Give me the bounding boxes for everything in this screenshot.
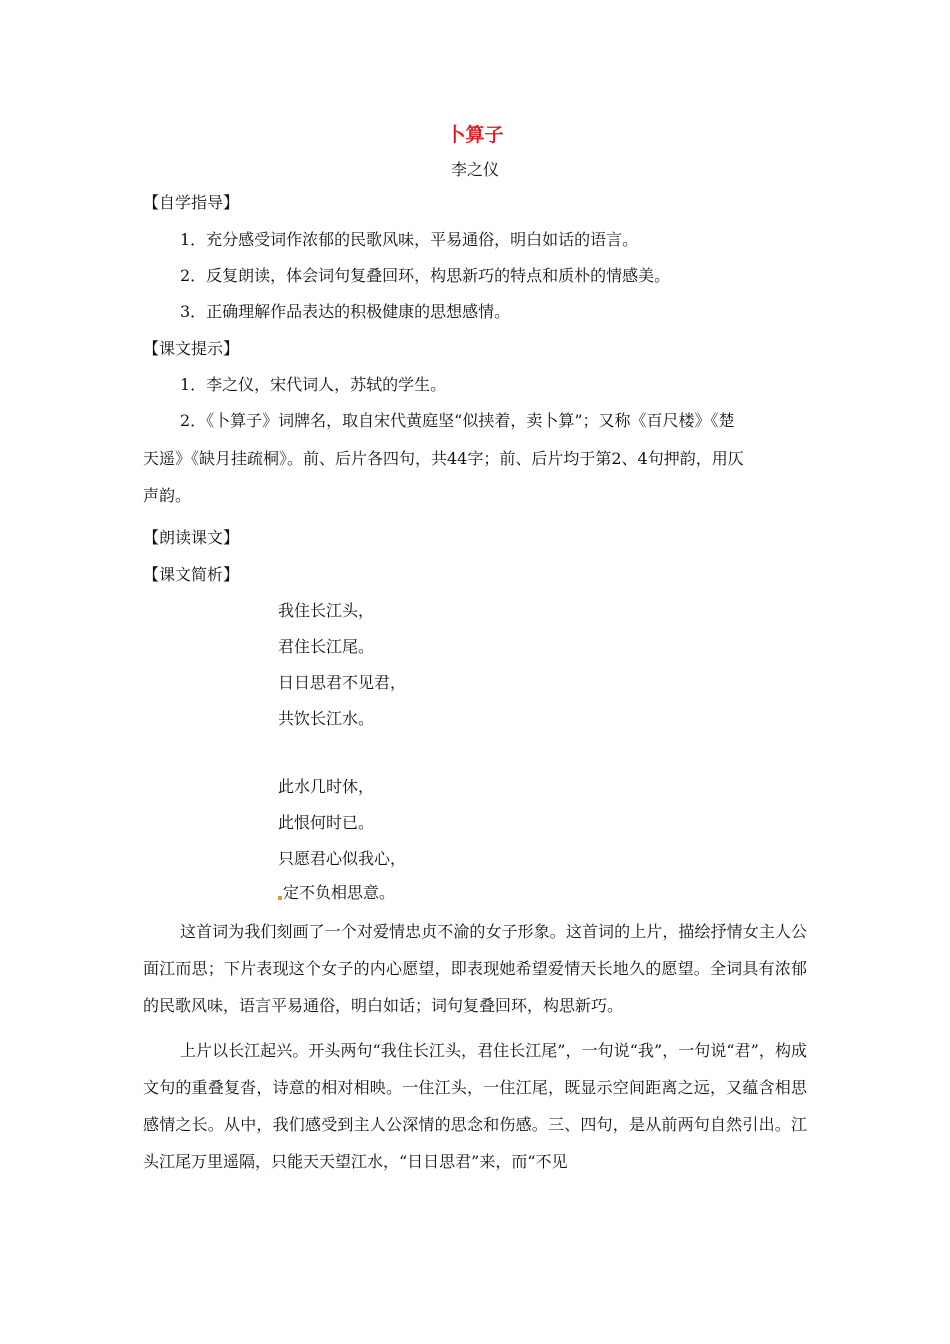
analysis-paragraph: 这首词为我们刻画了一个对爱情忠贞不渝的女子形象。这首词的上片，描绘抒情女主人公面江而思；下片表现这个女子的内心愿望，即表现她希望爱情天长地久的愿望。全词具有浓郁的民歌风味，语言平易通俗，明白如话；词句复叠回环，构思新巧。 [143,922,807,1015]
poem-line: 我住长江头， [278,601,375,620]
section-heading-analysis: 【课文简析】 [143,565,240,584]
section-heading-hints: 【课文提示】 [143,339,240,358]
poem-line-text: 定不负相思意。 [283,883,396,902]
poem-line: 君住长江尾。 [278,637,375,656]
poem-line: 日日思君不见君， [278,673,407,692]
section-heading-guide: 【自学指导】 [143,193,240,212]
hint-item: 2．《卜算子》词牌名，取自宋代黄庭坚“似挟着，卖卜算”；又称《百尺楼》《楚 [180,411,735,430]
guide-item: 1．充分感受词作浓郁的民歌风味，平易通俗，明白如话的语言。 [180,230,639,249]
hint-item-continued: 天遥》《缺月挂疏桐》。前、后片各四句，共44字；前、后片均于第2、4句押韵，用仄 [143,449,744,468]
section-heading-reading: 【朗读课文】 [143,528,240,547]
hint-item: 1．李之仪，宋代词人，苏轼的学生。 [180,375,447,394]
document-title: 卜算子 [446,124,504,146]
guide-item: 2．反复朗读，体会词句复叠回环，构思新巧的特点和质朴的情感美。 [180,266,671,285]
poem-line: 此恨何时已。 [278,813,375,832]
poem-line-last [278,879,395,907]
edit-mark-icon [278,896,282,900]
guide-item: 3．正确理解作品表达的积极健康的思想感情。 [180,302,511,321]
analysis-paragraph: 上片以长江起兴。开头两句“我住长江头，君住长江尾”，一句说“我”，一句说“君”，构成文句的重叠复沓，诗意的相对相映。一住江头，一住江尾，既显示空间距离之远，又蕴含相思感情之长。从中，我们感受到主人公深情的思念和伤感。三、四句，是从前两句自然引出。江头江尾万里遥隔，只能天天望江水，“日日思君”来，而“不见 [143,1041,807,1171]
author-name: 李之仪 [450,160,499,179]
hint-item-continued: 声韵。 [143,486,192,505]
poem-line: 此水几时休， [278,777,375,796]
poem-line: 只愿君心似我心， [278,849,407,868]
poem-line: 共饮长江水。 [278,709,375,728]
